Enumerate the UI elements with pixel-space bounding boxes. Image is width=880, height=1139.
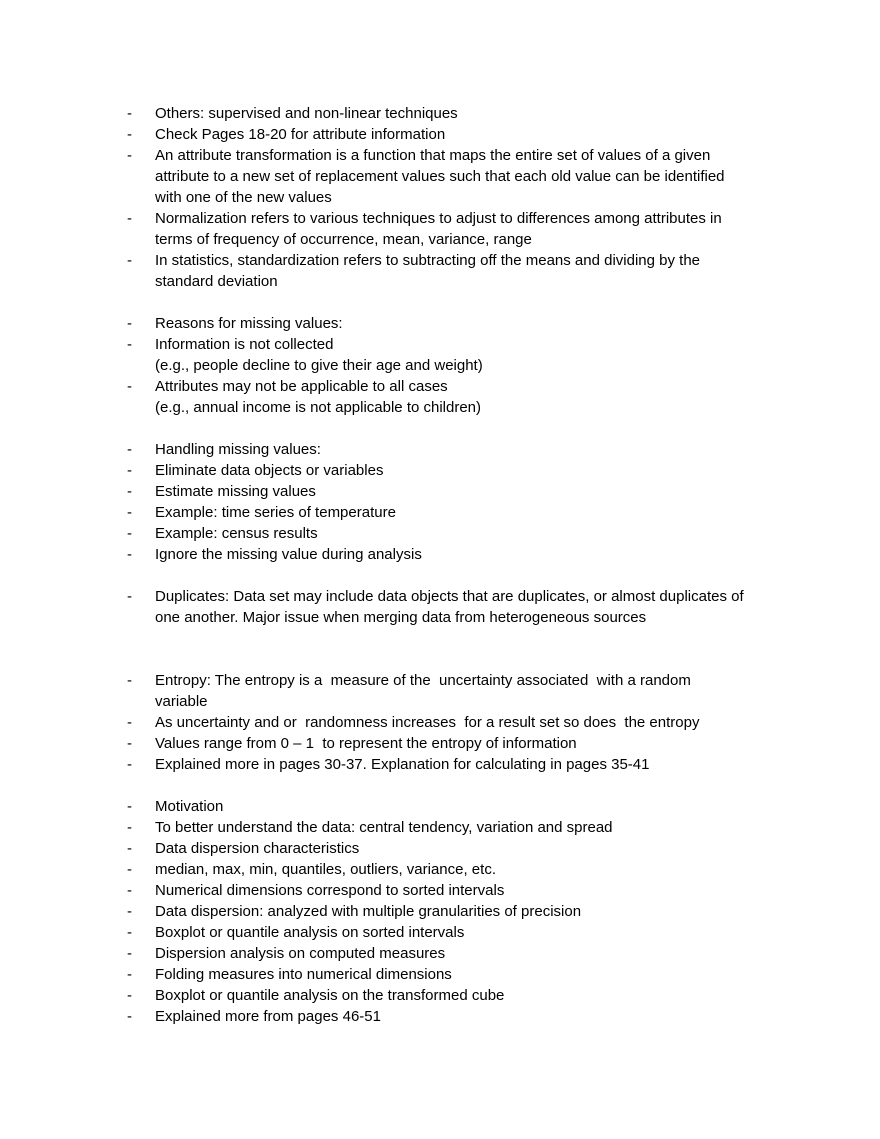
bullet-item [127,376,807,418]
bullet-item [127,943,807,964]
bullet-dash: - [127,735,132,752]
bullet-dash: - [127,882,132,899]
bullet-text: Example: census results [155,525,318,542]
bullet-dash: - [127,210,132,227]
bullet-text: Check Pages 18-20 for attribute information [155,126,446,143]
bullet-dash: - [127,462,132,479]
bullet-item [127,250,807,292]
bullet-text: Ignore the missing value during analysis [155,546,422,563]
bullet-item [127,334,807,376]
bullet-item [127,922,807,943]
bullet-group-motivation [127,796,807,1027]
bullet-dash: - [127,147,132,164]
bullet-text: Reasons for missing values: [155,315,343,332]
bullet-dash: - [127,714,132,731]
bullet-item [127,964,807,985]
bullet-item [127,313,807,334]
bullet-group-missing-reasons [127,313,807,418]
bullet-text: Boxplot or quantile analysis on sorted intervals [155,924,465,941]
bullet-dash: - [127,252,132,269]
bullet-text: Explained more in pages 30-37. Explanation for calculating in pages 35-41 [155,756,650,773]
bullet-text: Attributes may not be applicable to all cases (e.g., annual income is not applicable to children) [155,378,482,416]
bullet-item [127,544,807,565]
bullet-dash: - [127,546,132,563]
bullet-dash: - [127,840,132,857]
bullet-group-attributes [127,103,807,292]
bullet-item [127,208,807,250]
notes-list [127,103,807,1027]
bullet-text: Information is not collected (e.g., people decline to give their age and weight) [155,336,483,374]
bullet-text: To better understand the data: central tendency, variation and spread [155,819,613,836]
bullet-dash: - [127,819,132,836]
bullet-dash: - [127,798,132,815]
bullet-item [127,439,807,460]
bullet-item [127,103,807,124]
bullet-dash: - [127,924,132,941]
section-gap [127,628,807,670]
bullet-text: Numerical dimensions correspond to sorted intervals [155,882,505,899]
bullet-item [127,733,807,754]
bullet-item [127,859,807,880]
bullet-item [127,901,807,922]
bullet-text: Estimate missing values [155,483,316,500]
section-gap [127,565,807,586]
bullet-text: Data dispersion characteristics [155,840,360,857]
bullet-text: Folding measures into numerical dimensions [155,966,452,983]
bullet-dash: - [127,588,132,605]
bullet-item [127,712,807,733]
bullet-text: Example: time series of temperature [155,504,396,521]
bullet-text: Dispersion analysis on computed measures [155,945,446,962]
bullet-text: Explained more from pages 46-51 [155,1008,381,1025]
bullet-text: Handling missing values: [155,441,321,458]
bullet-dash: - [127,966,132,983]
bullet-dash: - [127,504,132,521]
bullet-item [127,670,807,712]
section-gap [127,418,807,439]
section-gap [127,775,807,796]
bullet-dash: - [127,903,132,920]
bullet-group-duplicates [127,586,807,628]
bullet-text: Data dispersion: analyzed with multiple granularities of precision [155,903,582,920]
bullet-dash: - [127,1008,132,1025]
bullet-text: An attribute transformation is a function that maps the entire set of values of a given attribute to a new set of replacement values such that each old value can be identified with one of the new values [155,147,725,206]
bullet-item [127,145,807,208]
bullet-item [127,586,807,628]
bullet-item [127,481,807,502]
bullet-text: Entropy: The entropy is a measure of the uncertainty associated with a random variable [155,672,691,710]
bullet-dash: - [127,945,132,962]
bullet-text: Duplicates: Data set may include data objects that are duplicates, or almost duplicates of one another. Major issue when merging data from heterogeneous sources [155,588,744,626]
bullet-item [127,754,807,775]
bullet-dash: - [127,483,132,500]
bullet-item [127,460,807,481]
bullet-item [127,985,807,1006]
bullet-dash: - [127,672,132,689]
bullet-item [127,502,807,523]
bullet-item [127,1006,807,1027]
bullet-dash: - [127,315,132,332]
bullet-dash: - [127,525,132,542]
bullet-item [127,880,807,901]
bullet-group-missing-handling [127,439,807,565]
bullet-dash: - [127,987,132,1004]
bullet-text: Others: supervised and non-linear techniques [155,105,458,122]
bullet-dash: - [127,861,132,878]
bullet-text: Boxplot or quantile analysis on the transformed cube [155,987,505,1004]
bullet-group-entropy [127,670,807,775]
bullet-item [127,817,807,838]
bullet-dash: - [127,126,132,143]
bullet-text: As uncertainty and or randomness increases for a result set so does the entropy [155,714,700,731]
bullet-dash: - [127,378,132,395]
bullet-dash: - [127,756,132,773]
bullet-dash: - [127,441,132,458]
bullet-item [127,124,807,145]
bullet-text: In statistics, standardization refers to subtracting off the means and dividing by the standard deviation [155,252,701,290]
bullet-text: Eliminate data objects or variables [155,462,384,479]
bullet-dash: - [127,336,132,353]
bullet-text: Values range from 0 – 1 to represent the entropy of information [155,735,577,752]
bullet-text: Motivation [155,798,224,815]
bullet-item [127,796,807,817]
section-gap [127,292,807,313]
bullet-text: median, max, min, quantiles, outliers, variance, etc. [155,861,496,878]
bullet-item [127,523,807,544]
bullet-text: Normalization refers to various techniques to adjust to differences among attributes in terms of frequency of occurrence, mean, variance, range [155,210,722,248]
bullet-dash: - [127,105,132,122]
bullet-item [127,838,807,859]
